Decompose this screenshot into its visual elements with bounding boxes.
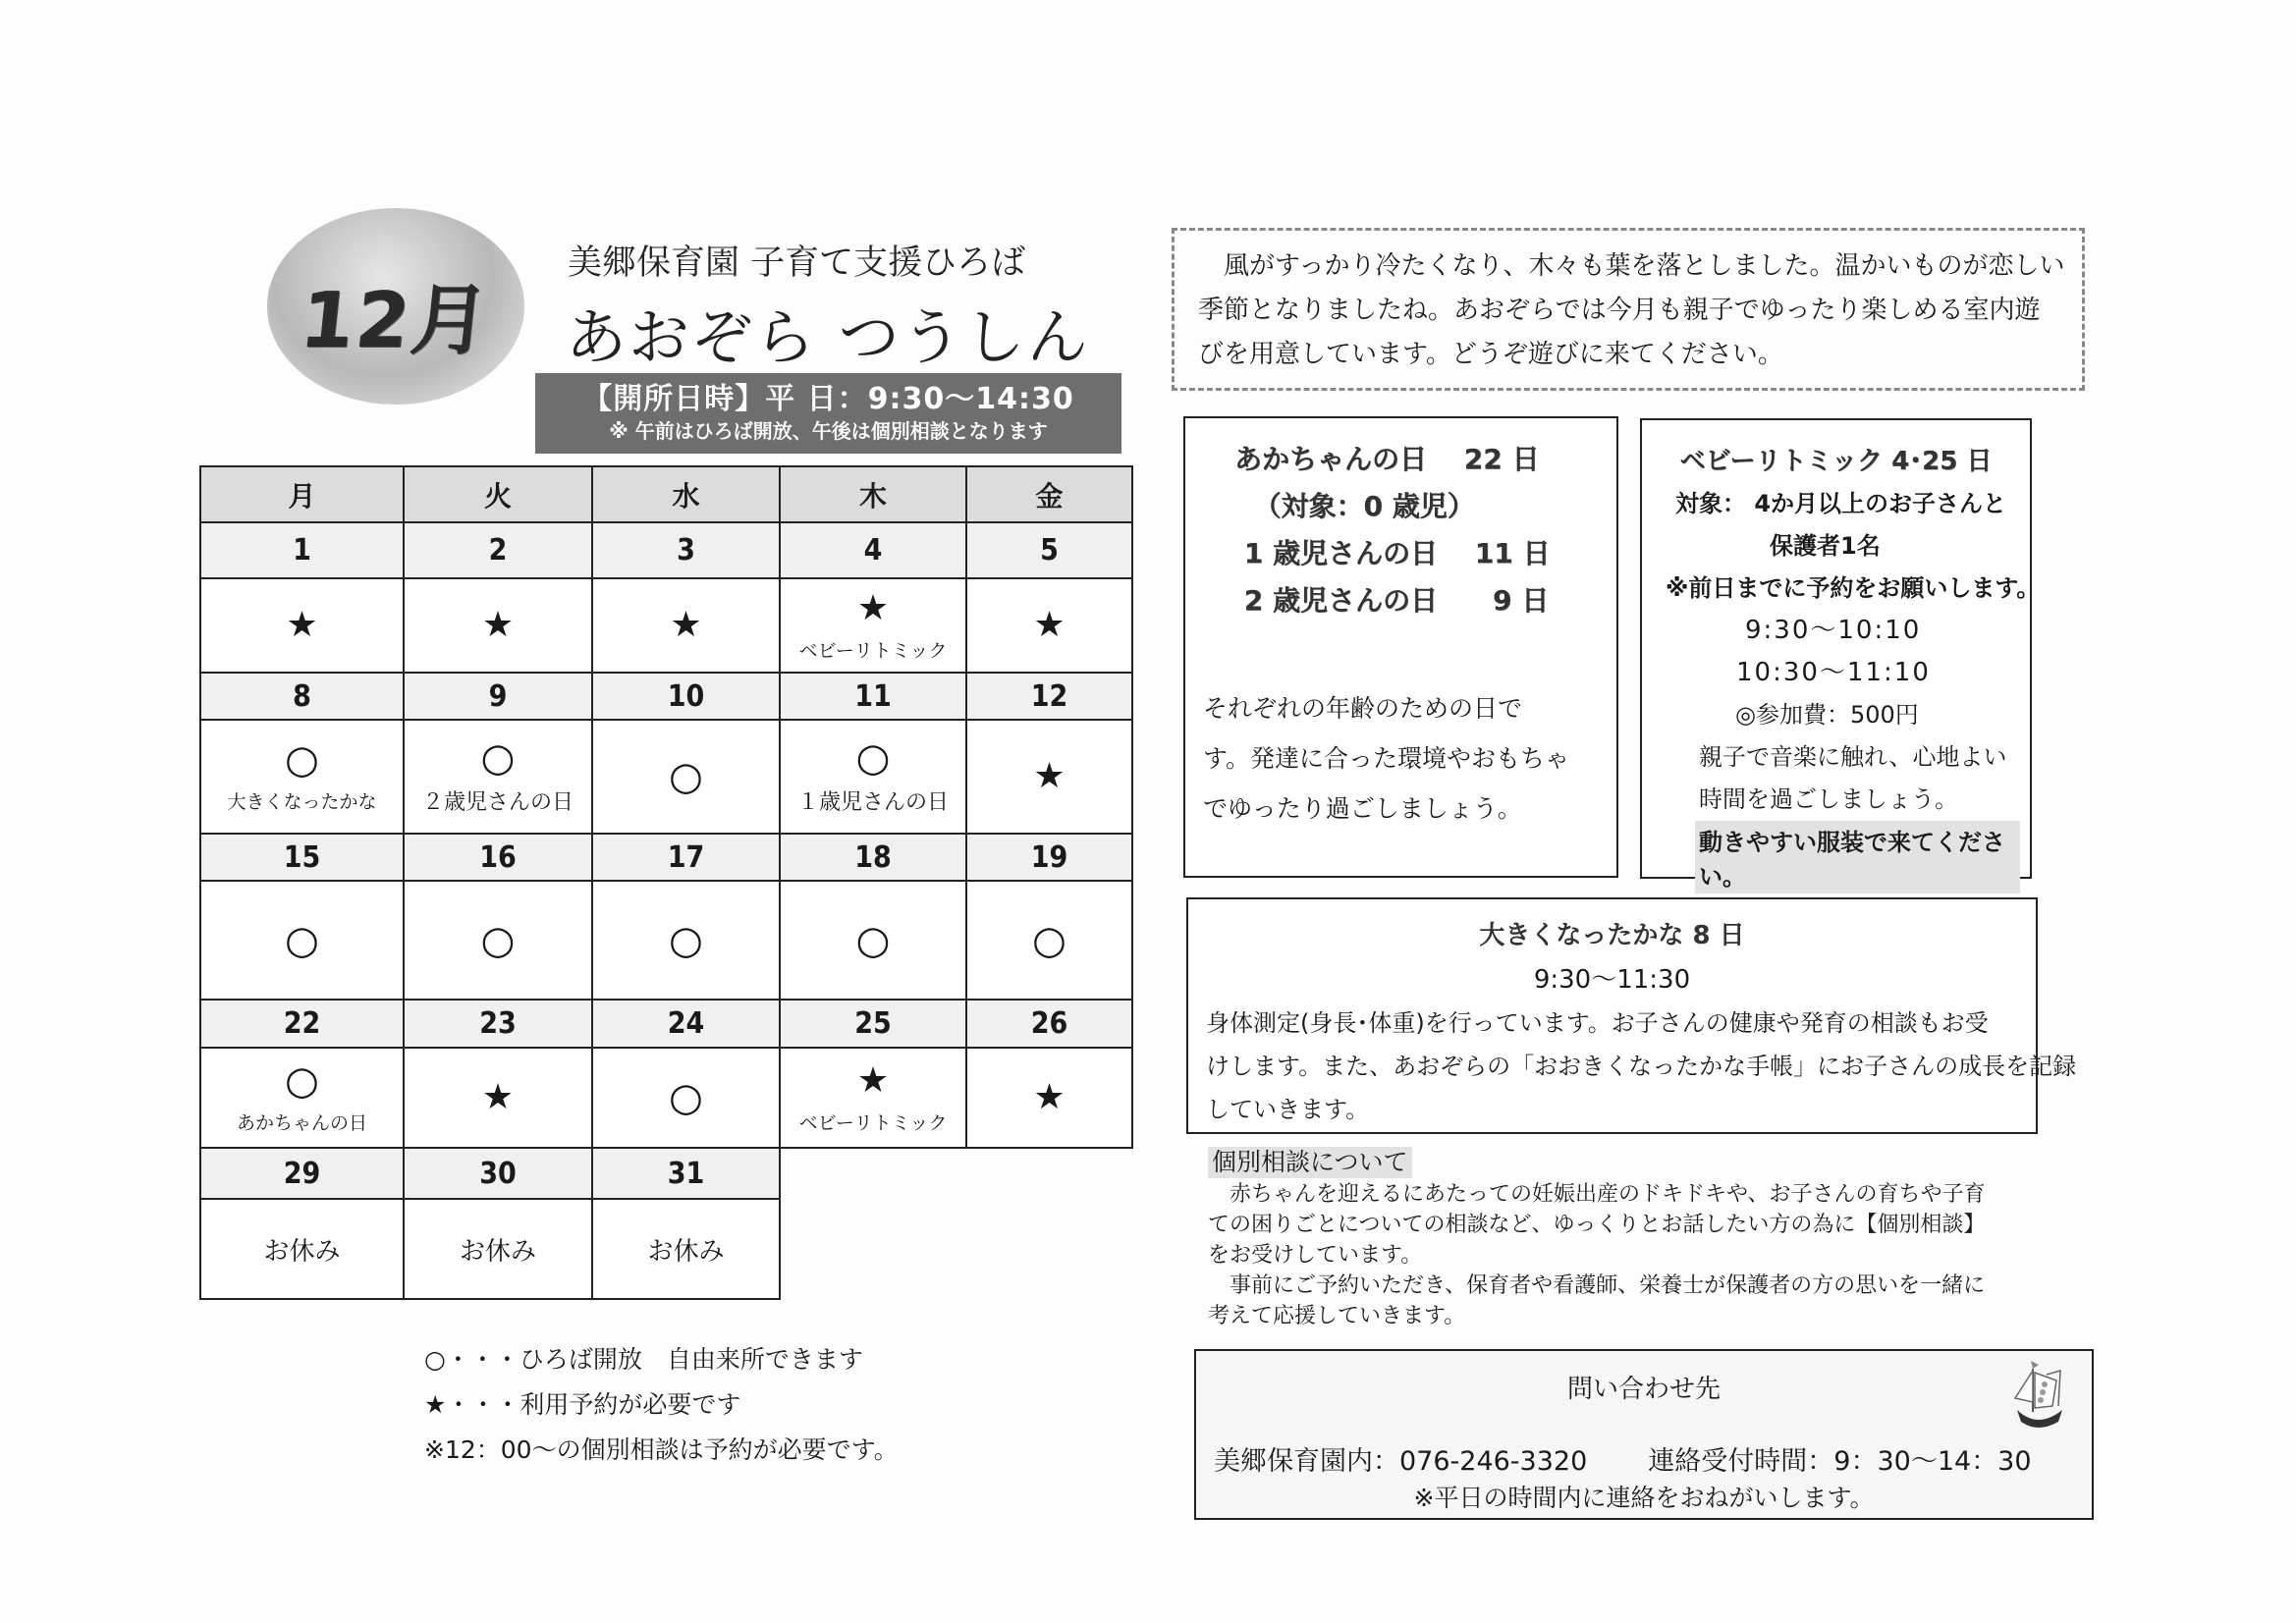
- date-number: 22: [283, 1006, 321, 1041]
- age-day-heading: あかちゃんの日 22 日: [1234, 443, 1540, 475]
- description-line: でゆったり過ごしましょう。: [1203, 794, 1522, 823]
- date-number: 31: [667, 1156, 705, 1191]
- age-days-box: [1183, 416, 1618, 878]
- date-number: 25: [854, 1006, 892, 1041]
- age-day-heading: （対象：0 歳児）: [1234, 490, 1475, 522]
- date-cell: [779, 833, 967, 882]
- day-cell: [965, 577, 1133, 674]
- growth-time: 9:30～11:30: [1533, 965, 1691, 995]
- baby-rhythmic-box: [1640, 418, 2041, 891]
- circle-icon: ○: [855, 917, 891, 963]
- date-number: 11: [854, 678, 892, 714]
- star-icon: ★: [1033, 605, 1066, 645]
- day-cell: [199, 1047, 405, 1149]
- date-number: 2: [488, 533, 508, 568]
- intro-message: [1172, 228, 2085, 391]
- event-label: 大きくなったかな: [227, 790, 377, 813]
- date-cell: [403, 672, 593, 721]
- consultation-line: 赤ちゃんを迎えるにあたっての妊娠出産のドキドキや、お子さんの育ちや子育: [1208, 1182, 1986, 1207]
- rhythmic-target: 対象： 4か月以上のお子さんと: [1675, 490, 2007, 517]
- legend-star: ★・・・利用予約が必要です: [424, 1390, 741, 1419]
- date-cell: [965, 521, 1133, 579]
- legend-note: ※12：00～の個別相談は予約が必要です。: [424, 1435, 899, 1464]
- date-number: 3: [677, 533, 695, 568]
- sailing-ship-icon: [2003, 1357, 2072, 1432]
- rhythmic-desc: 時間を過ごしましょう。: [1699, 785, 1958, 813]
- circle-icon: ○: [855, 734, 891, 781]
- circle-icon: ○: [285, 1057, 319, 1104]
- star-icon: ★: [481, 1077, 515, 1117]
- contact-box: [1194, 1349, 2094, 1520]
- rhythmic-desc: 親子で音楽に触れ、心地よい: [1699, 743, 2007, 771]
- day-cell: [591, 577, 781, 674]
- rhythmic-time-2: 10:30～11:10: [1736, 658, 1931, 687]
- rhythmic-reserve: ※前日までに予約をお願いします。: [1666, 574, 2041, 602]
- date-cell: [965, 833, 1133, 882]
- date-cell: [965, 672, 1133, 721]
- contact-note: ※平日の時間内に連絡をおねがいします。: [1413, 1484, 1875, 1512]
- star-icon: ★: [856, 1059, 890, 1101]
- rhythmic-highlight: 動きやすい服装で来てください。: [1695, 821, 2020, 893]
- date-cell: [779, 999, 967, 1049]
- day-cell: [965, 1047, 1133, 1149]
- day-cell: [591, 880, 781, 1001]
- star-icon: ★: [670, 605, 702, 645]
- closed-label: お休み: [263, 1236, 341, 1267]
- date-number: 29: [283, 1156, 321, 1191]
- consultation-line: をお受けしています。: [1208, 1243, 1423, 1268]
- date-number: 18: [854, 839, 892, 875]
- contact-hours: 連絡受付時間：9：30～14：30: [1648, 1446, 2032, 1477]
- day-cell: [403, 719, 593, 835]
- date-cell: [591, 521, 781, 579]
- growth-check-box: [1186, 897, 2077, 1134]
- subtitle: 美郷保育園 子育て支援ひろば: [568, 243, 1026, 283]
- day-cell: [779, 880, 967, 1001]
- date-number: 19: [1030, 839, 1068, 875]
- weekday-label: 金: [1035, 479, 1064, 513]
- day-cell: [403, 880, 593, 1001]
- day-cell: [779, 577, 967, 674]
- calendar: [199, 465, 1131, 1298]
- page-title: あおぞら つうしん: [566, 301, 1090, 373]
- date-cell: [403, 833, 593, 882]
- circle-icon: ○: [480, 734, 516, 781]
- date-cell: [779, 672, 967, 721]
- description-line: それぞれの年齢のための日で: [1203, 694, 1523, 723]
- date-number: 8: [293, 678, 311, 714]
- growth-line: 身体測定(身長･体重)を行っています。お子さんの健康や発育の相談もお受: [1206, 1009, 1989, 1037]
- date-number: 26: [1030, 1006, 1068, 1041]
- day-cell: [199, 1198, 405, 1300]
- opening-hours-banner: [535, 373, 1121, 454]
- date-number: 1: [293, 533, 311, 568]
- circle-icon: ○: [669, 754, 703, 799]
- weekday-label: 月: [288, 479, 316, 513]
- growth-title: 大きくなったかな 8 日: [1479, 921, 1745, 950]
- star-icon: ★: [1033, 1077, 1066, 1117]
- date-cell: [779, 521, 967, 579]
- intro-line: 季節となりましたね。あおぞらでは今月も親子でゆったり楽しめる室内遊: [1198, 296, 2041, 325]
- day-cell: [591, 1047, 781, 1149]
- weekday-label: 火: [483, 479, 512, 513]
- date-number: 30: [479, 1156, 517, 1191]
- date-number: 4: [863, 533, 883, 568]
- day-cell: [403, 577, 593, 674]
- date-number: 24: [667, 1006, 705, 1041]
- contact-heading: 問い合わせ先: [1566, 1375, 1721, 1404]
- intro-line: 風がすっかり冷たくなり、木々も葉を落としました。温かいものが恋しい: [1198, 251, 2065, 281]
- date-cell: [403, 999, 593, 1049]
- weekday-header: [965, 465, 1133, 523]
- day-cell: [779, 719, 967, 835]
- month-badge: [267, 208, 524, 405]
- day-cell: [779, 1047, 967, 1149]
- date-cell: [199, 999, 405, 1049]
- date-cell: [199, 833, 405, 882]
- opening-hours-note: ※ 午前はひろば開放、午後は個別相談となります: [609, 419, 1048, 443]
- consultation-line: ての困りごとについての相談など、ゆっくりとお話したい方の為に【個別相談】: [1208, 1213, 1986, 1237]
- date-cell: [591, 1147, 781, 1200]
- growth-line: していきます。: [1206, 1096, 1370, 1123]
- date-number: 15: [283, 839, 321, 875]
- date-number: 10: [667, 678, 705, 714]
- month-badge-text: 12月: [296, 277, 495, 365]
- date-cell: [199, 1147, 405, 1200]
- rhythmic-time-1: 9:30～10:10: [1745, 616, 1922, 645]
- circle-icon: ○: [669, 917, 703, 963]
- weekday-header: [779, 465, 967, 523]
- date-number: 9: [488, 678, 508, 714]
- day-cell: [199, 719, 405, 835]
- intro-line: びを用意しています。どうぞ遊びに来てください。: [1198, 340, 1783, 369]
- date-cell: [403, 521, 593, 579]
- date-cell: [403, 1147, 593, 1200]
- weekday-label: 水: [672, 479, 700, 513]
- day-cell: [965, 880, 1133, 1001]
- consultation-heading: 個別相談について: [1208, 1147, 1412, 1178]
- date-cell: [199, 521, 405, 579]
- event-label: ベビーリトミック: [798, 639, 948, 662]
- day-cell: [403, 1198, 593, 1300]
- day-cell: [591, 1198, 781, 1300]
- day-cell: [199, 577, 405, 674]
- circle-icon: ○: [285, 917, 319, 963]
- star-icon: ★: [856, 587, 890, 628]
- date-cell: [591, 672, 781, 721]
- day-cell: [591, 719, 781, 835]
- event-label: １歳児さんの日: [796, 789, 949, 815]
- date-cell: [591, 999, 781, 1049]
- contact-row: [1214, 1439, 2032, 1478]
- star-icon: ★: [481, 605, 515, 645]
- date-number: 5: [1040, 533, 1059, 568]
- date-cell: [965, 999, 1133, 1049]
- age-day-heading: 1 歳児さんの日 11 日: [1234, 537, 1551, 569]
- weekday-label: 木: [858, 479, 887, 513]
- star-icon: ★: [1033, 756, 1066, 796]
- age-days-description: [1195, 683, 1607, 834]
- legend-circle: ○・・・ひろば開放 自由来所できます: [424, 1345, 863, 1374]
- rhythmic-fee: ◎参加費：500円: [1735, 701, 1919, 729]
- opening-hours: 【開所日時】平 日：9:30～14:30: [582, 382, 1074, 416]
- legend: [424, 1337, 899, 1473]
- rhythmic-target-2: 保護者1名: [1770, 532, 1881, 560]
- day-cell: [965, 719, 1133, 835]
- circle-icon: ○: [1032, 917, 1066, 963]
- contact-phone: 美郷保育園内：076-246-3320: [1214, 1446, 1588, 1477]
- event-label: あかちゃんの日: [236, 1111, 367, 1134]
- consultation-section: [1208, 1147, 2092, 1331]
- date-number: 17: [667, 839, 705, 875]
- description-line: す。発達に合った環境やおもちゃ: [1203, 744, 1570, 773]
- day-cell: [403, 1047, 593, 1149]
- closed-label: お休み: [647, 1236, 725, 1267]
- consultation-line: 事前にご予約いただき、保育者や看護師、栄養士が保護者の方の思いを一緒に: [1208, 1273, 1986, 1298]
- weekday-header: [403, 465, 593, 523]
- age-day-heading: 2 歳児さんの日 9 日: [1234, 584, 1550, 617]
- weekday-header: [199, 465, 405, 523]
- closed-label: お休み: [459, 1236, 536, 1267]
- day-cell: [199, 880, 405, 1001]
- date-number: 23: [479, 1006, 517, 1041]
- consultation-line: 考えて応援していきます。: [1208, 1304, 1466, 1328]
- growth-line: けします。また、あおぞらの「おおきくなったかな手帳」にお子さんの成長を記録: [1206, 1053, 2077, 1080]
- event-label: ２歳児さんの日: [421, 789, 574, 815]
- date-number: 16: [479, 839, 517, 875]
- date-cell: [591, 833, 781, 882]
- circle-icon: ○: [669, 1075, 703, 1120]
- rhythmic-title: ベビーリトミック 4･25 日: [1679, 447, 1993, 476]
- circle-icon: ○: [285, 736, 319, 783]
- weekday-header: [591, 465, 781, 523]
- date-number: 12: [1030, 678, 1068, 714]
- date-cell: [199, 672, 405, 721]
- event-label: ベビーリトミック: [798, 1111, 948, 1134]
- star-icon: ★: [286, 605, 318, 645]
- circle-icon: ○: [480, 917, 516, 963]
